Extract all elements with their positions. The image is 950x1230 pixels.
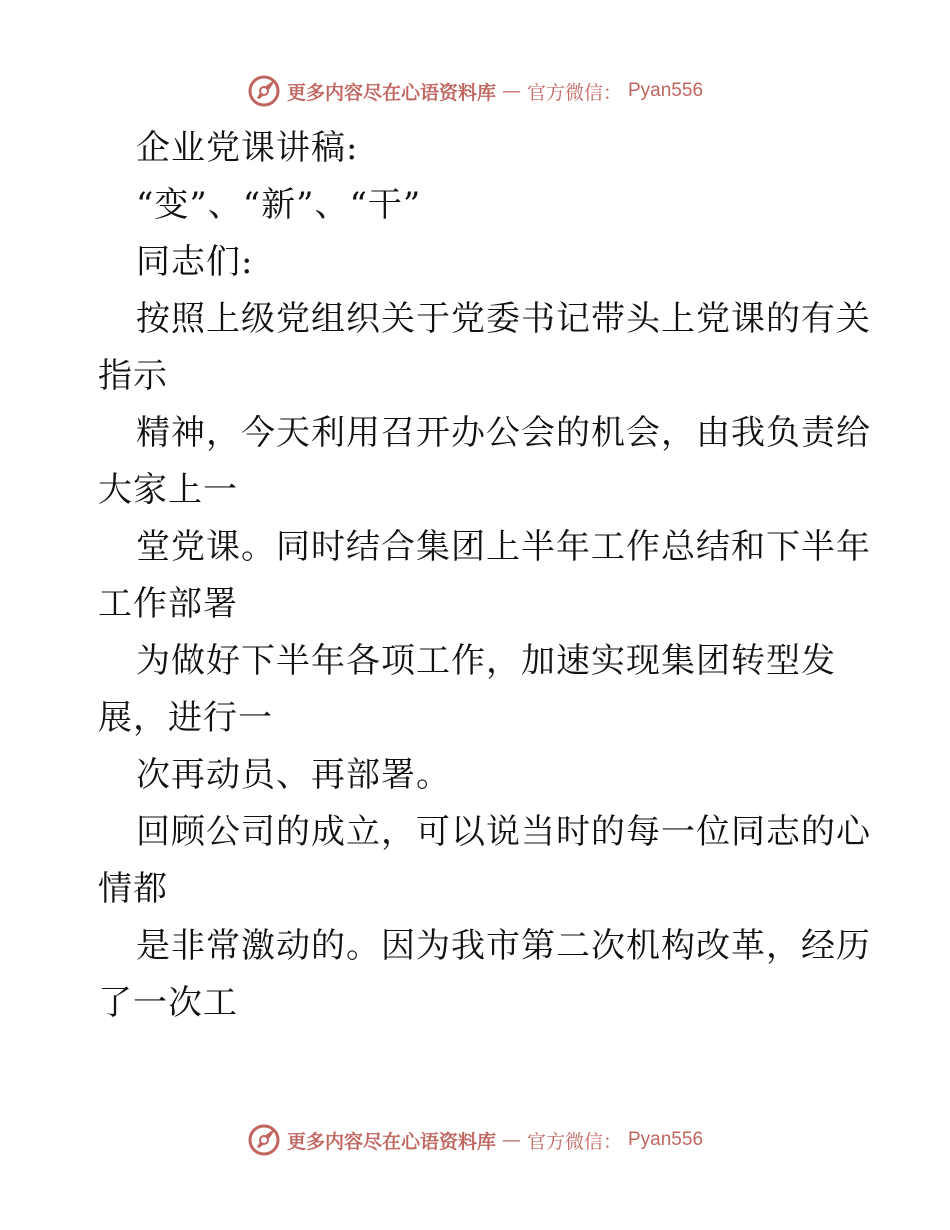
text-line: 企业党课讲稿:	[136, 128, 359, 168]
text-line: 同志们:	[136, 242, 254, 282]
quill-logo-icon	[247, 74, 281, 108]
text-line: 大家上一	[98, 470, 238, 510]
text-line: 展，进行一	[98, 698, 273, 738]
watermark-text: 更多内容尽在心语资料库	[286, 1130, 496, 1153]
text-line: 为做好下半年各项工作，加速实现集团转型发	[136, 641, 836, 681]
watermark-wechat-id: Pyan556	[628, 80, 704, 101]
watermark-dash: —	[501, 80, 521, 102]
document-body	[98, 120, 871, 1032]
text-line: “变”、“新”、“干”	[136, 185, 422, 225]
text-line: 堂党课。同时结合集团上半年工作总结和下半年	[136, 527, 871, 567]
text-line: 情都	[98, 869, 168, 909]
footer-watermark	[0, 1120, 950, 1160]
text-line: 工作部署	[98, 584, 238, 624]
text-line: 了一次工	[98, 983, 238, 1023]
header-watermark	[0, 71, 950, 111]
watermark-wechat-label: 官方微信：	[526, 1130, 622, 1153]
text-line: 回顾公司的成立，可以说当时的每一位同志的心	[136, 812, 871, 852]
watermark-wechat-label: 官方微信：	[526, 81, 622, 104]
text-line: 次再动员、再部署。	[136, 755, 451, 795]
quill-logo-icon	[247, 1123, 281, 1157]
watermark-dash: —	[501, 1129, 521, 1151]
text-line: 是非常激动的。因为我市第二次机构改革，经历	[136, 926, 871, 966]
watermark-text: 更多内容尽在心语资料库	[286, 81, 496, 104]
text-line: 精神，今天利用召开办公会的机会，由我负责给	[136, 413, 871, 453]
text-line: 按照上级党组织关于党委书记带头上党课的有关	[136, 299, 871, 339]
watermark-wechat-id: Pyan556	[628, 1129, 704, 1150]
text-line: 指示	[98, 356, 168, 396]
